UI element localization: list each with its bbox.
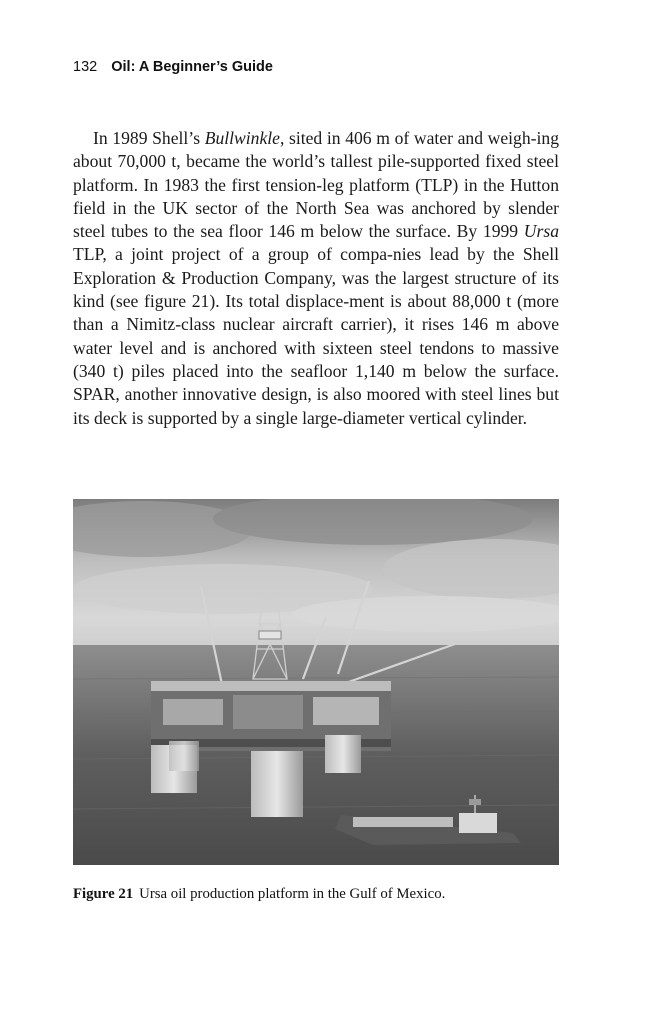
text-segment-3: TLP, a joint project of a group of compa-nies lead by the Shell Exploration & Production Company, was the largest structure of its kind (see figure 21). Its total displace-ment is about 88,000 t (more than a Nimitz-class nuclear aircraft carrier), it rises 146 m above water level and is anchored with sixteen steel tendons to massive (340 t) piles placed into the seafloor 1,140 m below the surface. SPAR, another innovative design, is also moored with steel lines but its deck is supported by a single large-diameter vertical cylinder.	[73, 244, 559, 428]
running-head	[73, 59, 273, 75]
book-title: Oil: A Beginner’s Guide	[111, 59, 273, 75]
caption-text: Ursa oil production platform in the Gulf of Mexico.	[139, 886, 446, 902]
italic-bullwinkle: Bullwinkle	[204, 128, 280, 148]
platform-photo-illustration	[73, 499, 559, 865]
text-segment-1: In 1989 Shell’s	[93, 128, 205, 148]
italic-ursa: Ursa	[523, 221, 559, 242]
figure-photo	[73, 499, 559, 865]
figure-label: Figure 21	[73, 886, 134, 902]
body-paragraph	[73, 127, 559, 430]
page-number: 132	[73, 59, 98, 75]
figure-caption	[73, 886, 593, 903]
text-segment-2: , sited in 406 m of water and weigh-ing about 70,000 t, became the world’s tallest pile-supported fixed steel platform. In 1983 the first tension-leg platform (TLP) in the Hutton field in the UK sector of the North Sea was anchored by slender steel tubes to the sea floor 146 m below the surface. By 1999	[73, 128, 559, 242]
